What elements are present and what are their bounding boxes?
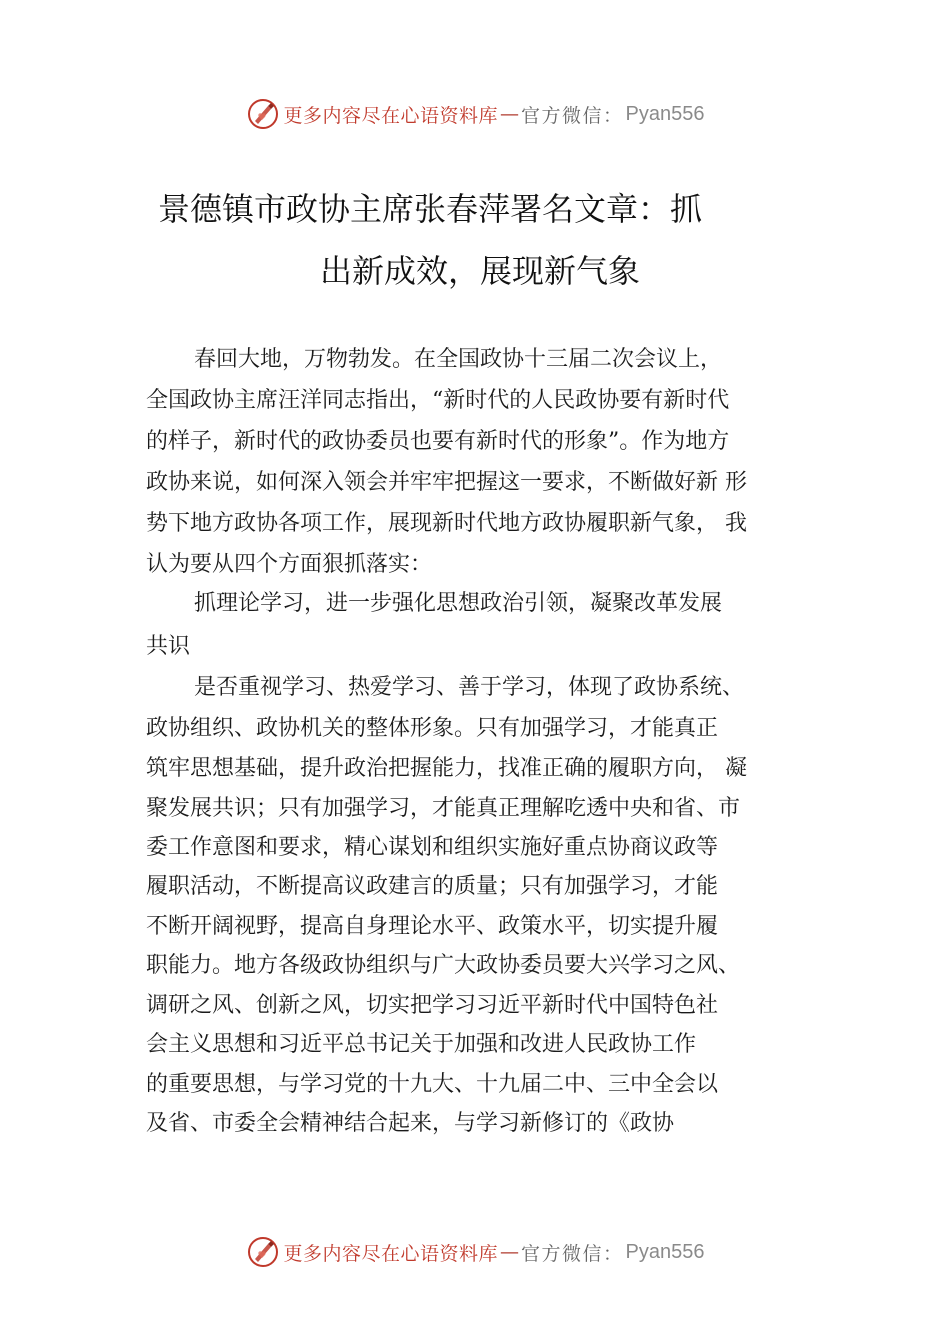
pen-heart-logo-icon [246, 1235, 280, 1269]
body-line: 调研之风、创新之风，切实把学习习近平新时代中国特色社 [146, 993, 719, 1018]
body-line: 是否重视学习、热爱学习、善于学习，体现了政协系统、 [194, 675, 745, 700]
body-line: 会主义思想和习近平总书记关于加强和改进人民政协工作 [146, 1032, 697, 1057]
article-title-line-1: 景德镇市政协主席张春萍署名文章：抓 [158, 190, 703, 228]
banner-wechat-id: Pyan556 [625, 1240, 705, 1263]
banner-wechat-label: 官方微信： [521, 104, 624, 127]
banner-dash: — [500, 103, 520, 125]
header-watermark-banner [0, 94, 950, 134]
body-line: 筑牢思想基础，提升政治把握能力，找准正确的履职方向， 凝 [146, 756, 747, 781]
banner-wechat-label: 官方微信： [521, 1242, 624, 1265]
body-line: 政协组织、政协机关的整体形象。只有加强学习，才能真正 [146, 716, 719, 741]
body-line: 的重要思想，与学习党的十九大、十九届二中、三中全会以 [146, 1072, 719, 1097]
body-line: 职能力。地方各级政协组织与广大政协委员要大兴学习之风、 [146, 953, 741, 978]
banner-wechat-id: Pyan556 [625, 102, 705, 125]
body-line: 及省、市委全会精神结合起来，与学习新修订的《政协 [146, 1111, 675, 1136]
body-line: 政协来说，如何深入领会并牢牢把握这一要求，不断做好新 形 [146, 470, 747, 495]
body-line: 不断开阔视野，提高自身理论水平、政策水平，切实提升履 [146, 914, 719, 939]
section-heading-line: 共识 [146, 634, 191, 659]
body-line: 履职活动，不断提高议政建言的质量；只有加强学习，才能 [146, 874, 719, 899]
body-line: 聚发展共识；只有加强学习，才能真正理解吃透中央和省、市 [146, 796, 741, 821]
body-line: 势下地方政协各项工作，展现新时代地方政协履职新气象， 我 [146, 511, 747, 536]
body-line: 认为要从四个方面狠抓落实： [146, 552, 433, 577]
body-line: 委工作意图和要求，精心谋划和组织实施好重点协商议政等 [146, 835, 719, 860]
body-line: 的样子，新时代的政协委员也要有新时代的形象”。作为地方 [146, 429, 730, 454]
footer-watermark-banner [0, 1232, 950, 1272]
banner-library-text: 更多内容尽在心语资料库 [283, 104, 499, 127]
body-line: 春回大地，万物勃发。在全国政协十三届二次会议上， [194, 347, 723, 372]
banner-library-text: 更多内容尽在心语资料库 [283, 1242, 499, 1265]
body-line: 全国政协主席汪洋同志指出，“新时代的人民政协要有新时代 [146, 388, 730, 413]
section-heading-line: 抓理论学习，进一步强化思想政治引领，凝聚改革发展 [194, 591, 723, 616]
banner-dash: — [500, 1241, 520, 1263]
article-title-line-2: 出新成效，展现新气象 [320, 252, 641, 290]
pen-heart-logo-icon [246, 97, 280, 131]
